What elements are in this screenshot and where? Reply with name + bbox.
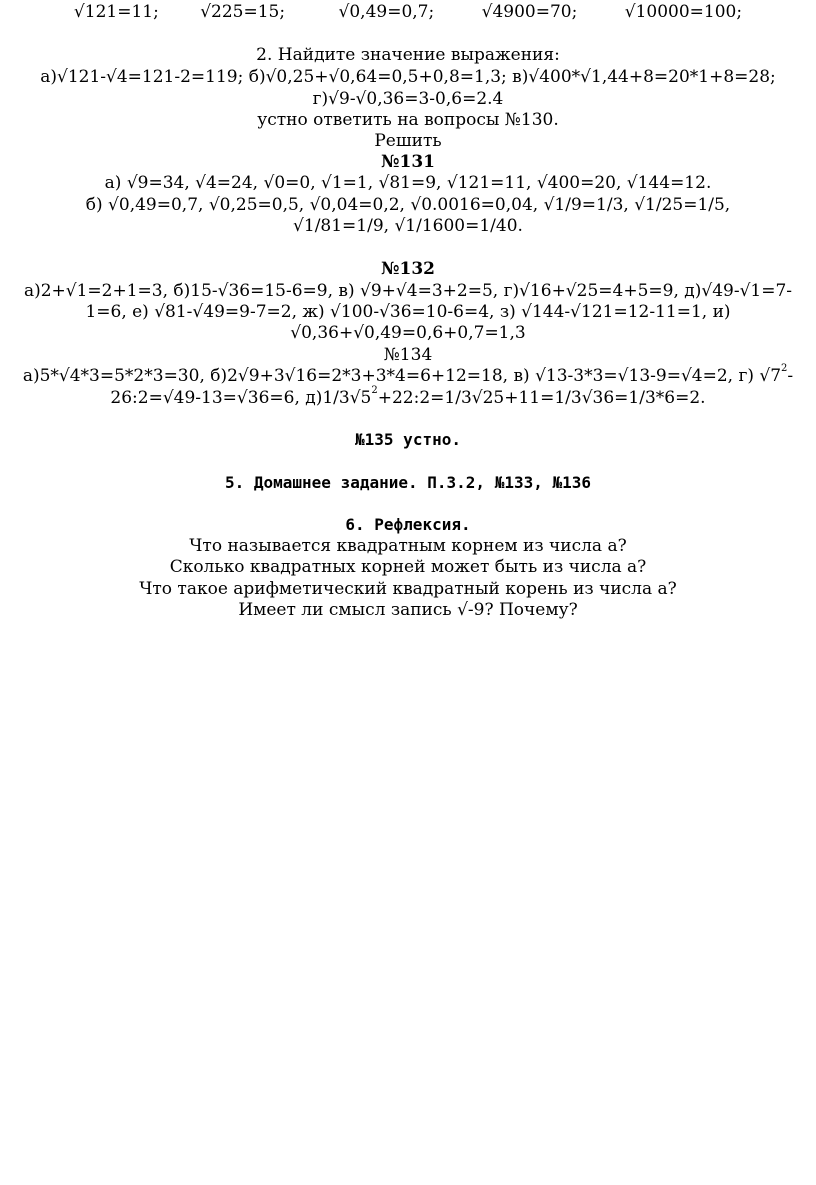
n131-line2: б) √0,49=0,7, √0,25=0,5, √0,04=0,2, √0.0016=0,04, √1/9=1/3, √1/25=1/5, (85, 195, 731, 215)
roots-row (0, 1, 816, 23)
n134-title: №134 (383, 345, 433, 365)
reflection-q4: Имеет ли смысл запись √-9? Почему? (238, 600, 578, 620)
n134-line2: 26:2=√49-13=√36=6, $д)1/3√5^2+22:2=1/3√25+11=1/3√36=1/3*6=2$. (110, 385, 706, 408)
solve-label: Решить (374, 131, 442, 151)
oral-130: устно ответить на вопросы №130. (257, 110, 559, 130)
n132-line3: √0,36+√0,49=0,6+0,7=1,3 (290, 323, 526, 343)
reflection-q3: Что такое арифметический квадратный корень из числа а? (139, 579, 677, 599)
root-10000: √10000=100; (624, 2, 743, 22)
root-121: √121=11; (73, 2, 159, 22)
root-4900: √4900=70; (481, 2, 578, 22)
homework: 5. Домашнее задание. П.3.2, №133, №136 (224, 473, 592, 492)
n131-line3: √1/81=1/9, √1/1600=1/40. (293, 216, 523, 236)
n131-line1: а) √9=34, √4=24, √0=0, √1=1, √81=9, √121=11, √400=20, √144=12. (104, 173, 712, 193)
n134-line1: а)5*√4*3=5*2*3=30, б)2√9+3√16=2*3+3*4=6+12=18, в) √13-3*3=√13-9=√4=2, г) $√7^2-$ (22, 363, 794, 386)
task2-line2: г)√9-√0,36=3-0,6=2.4 (312, 89, 504, 109)
n135-oral: №135 устно. (355, 430, 461, 449)
n132-title: №132 (381, 259, 435, 279)
root-225: √225=15; (200, 2, 286, 22)
task2-line1: а)√121-√4=121-2=119; б)√0,25+√0,64=0,5+0,8=1,3; в)√400*√1,44+8=20*1+8=28; (40, 67, 776, 87)
task2-heading: 2. Найдите значение выражения: (256, 45, 560, 65)
root-049: √0,49=0,7; (338, 2, 435, 22)
reflection-title: 6. Рефлексия. (345, 515, 471, 534)
n131-title: №131 (381, 152, 435, 172)
reflection-q2: Сколько квадратных корней может быть из числа а? (169, 557, 647, 577)
n132-line2: 1=6, е) √81-√49=9-7=2, ж) √100-√36=10-6=4, з) √144-√121=12-11=1, и) (85, 302, 731, 322)
reflection-q1: Что называется квадратным корнем из числа а? (189, 536, 627, 556)
n132-line1: а)2+√1=2+1=3, б)15-√36=15-6=9, в) √9+√4=3+2=5, г)√16+√25=4+5=9, д)√49-√1=7- (23, 281, 793, 301)
